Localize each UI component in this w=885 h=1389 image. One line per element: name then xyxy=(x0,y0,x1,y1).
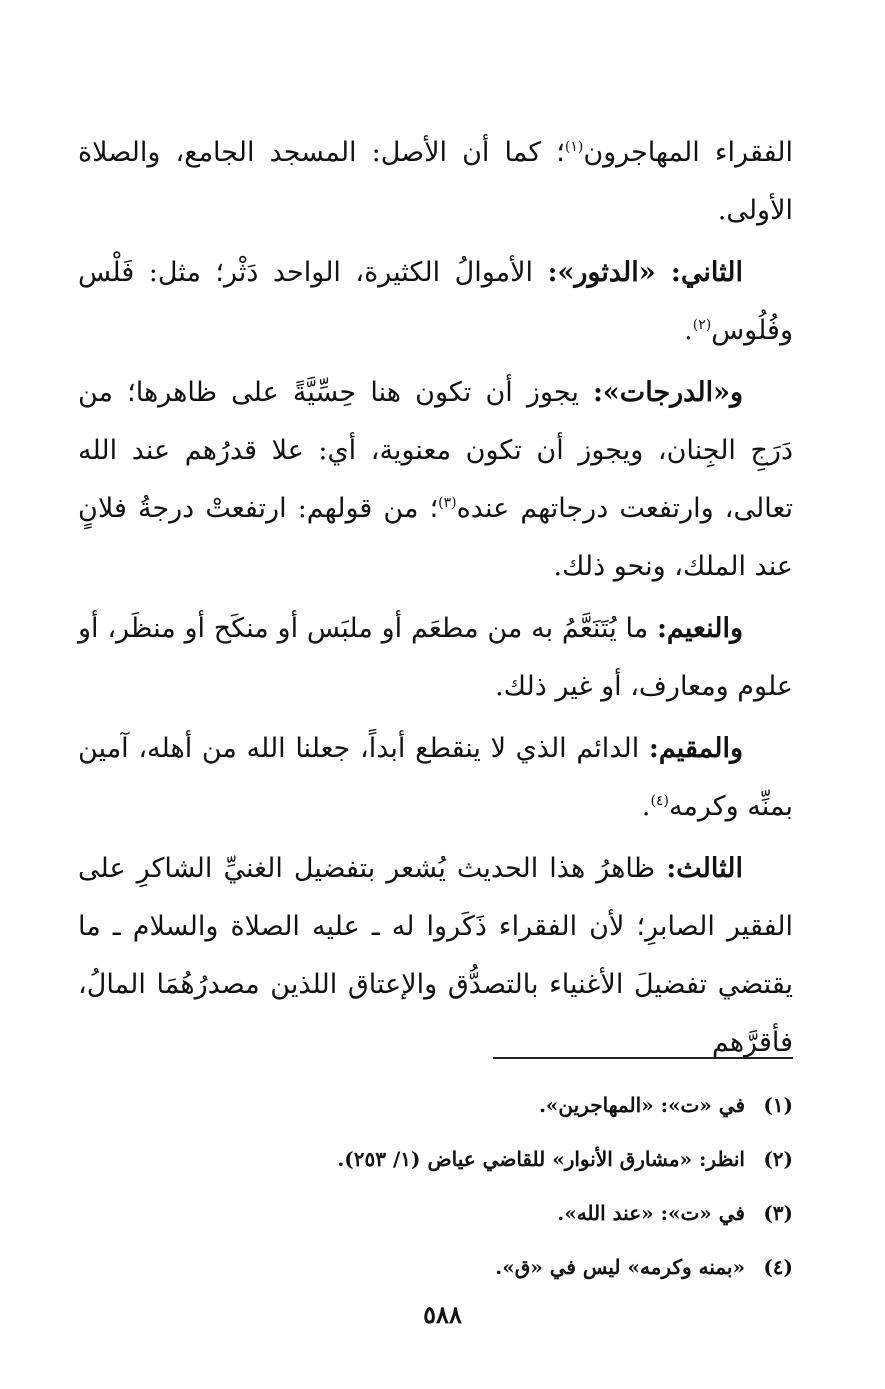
footnote-ref: (٤) xyxy=(650,793,669,809)
paragraph-muqim xyxy=(78,720,793,836)
footnote-ref: (١) xyxy=(564,139,584,155)
footnote-text: انظر: «مشارق الأنوار» للقاضي عياض (١/ ٢٥٣). xyxy=(337,1147,745,1171)
footnote-ref: (٢) xyxy=(692,317,712,333)
footnote-number: (١) xyxy=(763,1093,793,1117)
paragraph-text: الأموالُ الكثيرة، الواحد دَثْر؛ مثل: فَلْس وفُلُوس xyxy=(78,257,793,346)
page-number: ٥٨٨ xyxy=(423,1300,462,1329)
footnote-item xyxy=(78,1240,793,1294)
paragraph-term: الثالث: xyxy=(666,853,743,884)
footnote-number: (٢) xyxy=(763,1147,793,1171)
paragraph-thalith xyxy=(78,840,793,1072)
paragraph-term: والنعيم: xyxy=(656,613,743,644)
paragraph-text: يجوز أن تكون هنا حِسِّيَّةً على ظاهرها؛ من دَرَجِ الجِنان، ويجوز أن تكون معنوية، أي: علا قدرُهم عند الله تعالى، وارتفعت درجاتهم عنده xyxy=(78,377,793,524)
footnote-text: في «ت»: «عند الله». xyxy=(557,1201,745,1225)
paragraph-term: والمقيم: xyxy=(648,733,743,764)
paragraph-text: الدائم الذي لا ينقطع أبداً، جعلنا الله من أهله، آمين بمنِّه وكرمه xyxy=(78,733,793,822)
paragraph-naim xyxy=(78,600,793,716)
main-text xyxy=(78,124,793,1072)
footnote-text: في «ت»: «المهاجرين». xyxy=(538,1093,745,1117)
paragraph-text: الفقراء المهاجرون xyxy=(583,137,793,168)
footnote-number: (٤) xyxy=(763,1255,793,1279)
paragraph-text: ما يُتَنَعَّمُ به من مطعَم أو ملبَس أو منكَح أو منظَر، أو علوم ومعارف، أو غير ذلك. xyxy=(78,613,793,702)
paragraph-term: و«الدرجات»: xyxy=(592,377,743,408)
paragraph-text: ظاهرُ هذا الحديث يُشعر بتفضيل الغنيِّ الشاكرِ على الفقير الصابرِ؛ لأن الفقراء ذَكَروا له ـ عليه الصلاة والسلام ـ ما يقتضي تفضيلَ الأغنياء بالتصدُّق والإعتاق اللذين مصدرُهُمَا المالُ، فأقرَّهم xyxy=(78,853,793,1058)
footnotes xyxy=(78,1078,793,1294)
paragraph-text-end: ؛ كما أن الأصل: المسجد الجامع، والصلاة الأولى. xyxy=(78,137,793,226)
paragraph-dathur xyxy=(78,244,793,360)
footnote-item xyxy=(78,1132,793,1186)
paragraph-text-end: ؛ من قولهم: ارتفعتْ درجةُ فلانٍ عند الملك، ونحو ذلك. xyxy=(78,493,793,582)
footnote-item xyxy=(78,1078,793,1132)
paragraph-term: الثاني: «الدثور»: xyxy=(547,257,743,288)
footnote-number: (٣) xyxy=(763,1201,793,1225)
footnote-text: «بمنه وكرمه» ليس في «ق». xyxy=(495,1255,745,1279)
footnote-separator xyxy=(493,1057,793,1059)
footnote-item xyxy=(78,1186,793,1240)
footnote-ref: (٣) xyxy=(438,495,457,511)
paragraph-text-end: . xyxy=(684,315,693,346)
paragraph-darajat xyxy=(78,364,793,596)
paragraph-text-end: . xyxy=(641,791,651,822)
paragraph-continuation xyxy=(78,124,793,240)
